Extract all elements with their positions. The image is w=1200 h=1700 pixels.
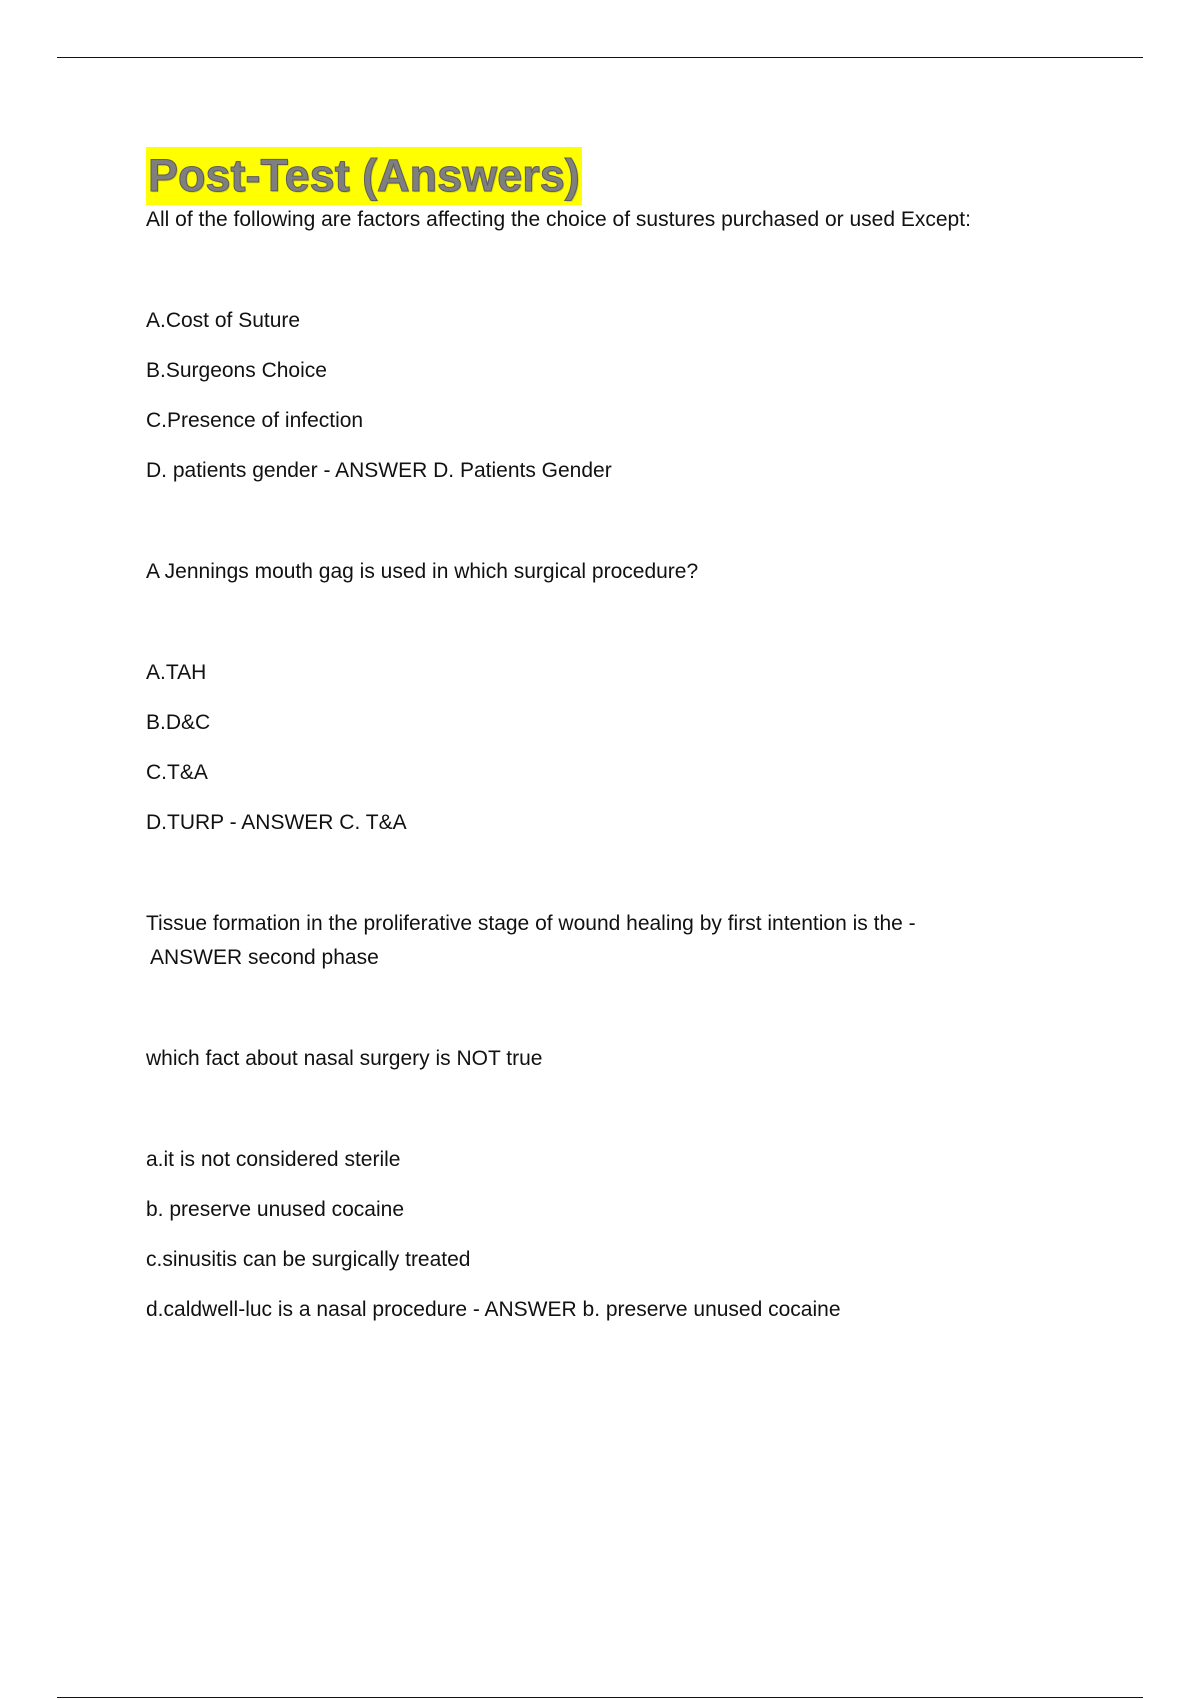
question-1-option-c: C.Presence of infection xyxy=(146,409,364,432)
spacer xyxy=(146,836,1086,911)
question-2-option-c: C.T&A xyxy=(146,761,208,784)
header-rule xyxy=(57,57,1143,58)
question-2-option-d-answer: D.TURP - ANSWER C. T&A xyxy=(146,811,407,834)
question-2-text: A Jennings mouth gag is used in which surgical procedure? xyxy=(146,560,699,583)
footer-rule xyxy=(57,1697,1143,1698)
question-3-text-line-1: Tissue formation in the proliferative stage of wound healing by first intention is the - xyxy=(146,912,916,935)
question-1-option-a: A.Cost of Suture xyxy=(146,309,301,332)
question-1-options xyxy=(146,308,1086,484)
question-4-option-c: c.sinusitis can be surgically treated xyxy=(146,1248,471,1271)
page-title: Post-Test (Answers) xyxy=(146,147,582,205)
question-4-option-b: b. preserve unused cocaine xyxy=(146,1198,404,1221)
spacer xyxy=(146,1072,1086,1147)
question-4-options xyxy=(146,1147,1086,1323)
question-4-option-a: a.it is not considered sterile xyxy=(146,1148,401,1171)
spacer xyxy=(146,971,1086,1046)
question-1-text: All of the following are factors affecting the choice of sustures purchased or used Except: xyxy=(146,208,971,231)
question-2-options xyxy=(146,660,1086,836)
spacer xyxy=(146,585,1086,660)
question-3-answer-line: ANSWER second phase xyxy=(150,946,379,969)
question-4-text: which fact about nasal surgery is NOT true xyxy=(146,1047,543,1070)
document-body xyxy=(146,147,1086,1323)
question-1-option-b: B.Surgeons Choice xyxy=(146,359,327,382)
question-3 xyxy=(146,911,1086,971)
spacer xyxy=(146,233,1086,308)
question-2-option-b: B.D&C xyxy=(146,711,211,734)
spacer xyxy=(146,484,1086,559)
question-1-option-d-answer: D. patients gender - ANSWER D. Patients Gender xyxy=(146,459,612,482)
question-4-option-d-answer: d.caldwell-luc is a nasal procedure - ANSWER b. preserve unused cocaine xyxy=(146,1298,841,1321)
question-2-option-a: A.TAH xyxy=(146,661,207,684)
